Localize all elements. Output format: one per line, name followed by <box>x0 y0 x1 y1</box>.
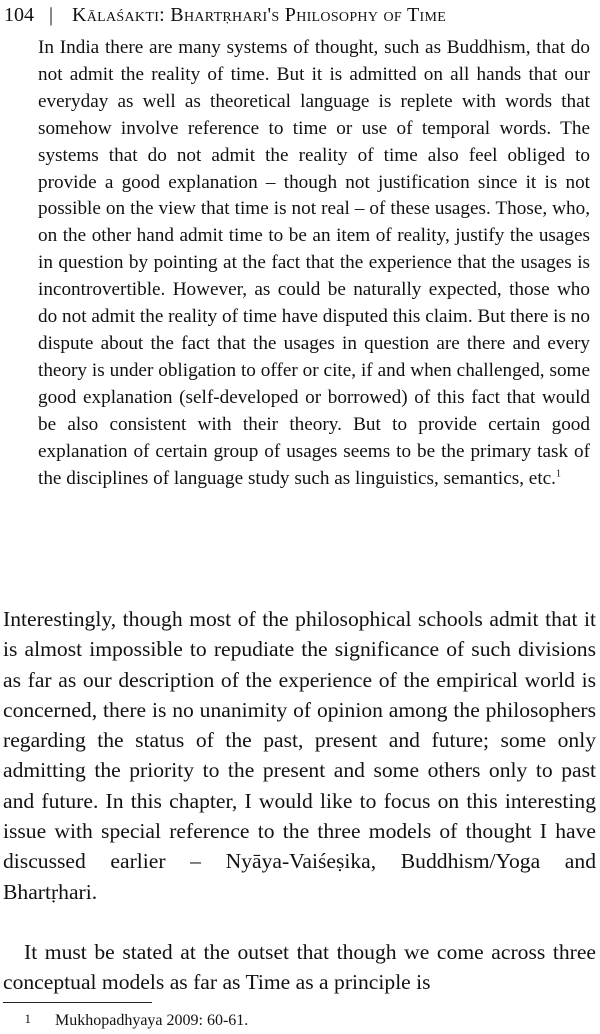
block-quote-paragraph <box>38 35 590 492</box>
footnote-reference: 1 <box>555 468 561 480</box>
running-header <box>4 3 596 27</box>
footnote-number: 1 <box>24 1011 31 1026</box>
block-quote-text: In India there are many systems of thought, such as Buddhism, that do not admit the reality of time. But it is admitted on all hands that our everyday as well as theoretical language is replete with words that somehow involve reference to time or use of temporal words. The systems that do not admit the reality of time also feel obliged to provide a good explanation – though not justification since it is not possible on the view that time is not real – of these usages. Those, who, on the other hand admit time to be an item of reality, justify the usages in question by pointing at the fact that the experience that the usages is incontrovertible. However, as could be naturally expected, those who do not admit the reality of time have disputed this claim. But there is no dispute about the fact that the usages in question are there and every theory is under obligation to offer or cite, if and when challenged, some good explanation (self-developed or borrowed) of this fact that would be also consistent with their theory. But to provide certain good explanation of certain group of usages seems to be the primary task of the disciplines of language study such as linguistics, semantics, etc. <box>38 37 590 489</box>
body-paragraph-2: It must be stated at the outset that though we come across three conceptual models as far as Time as a principle is <box>3 940 596 995</box>
footnote-divider <box>3 1002 152 1003</box>
running-title: Kālaśakti: Bhartṛhari's Philosophy of Time <box>72 4 447 26</box>
footnote <box>3 1009 563 1031</box>
body-paragraph-1: Interestingly, though most of the philosophical schools admit that it is almost impossible to repudiate the significance of such divisions as far as our description of the experience of the empirical world is concerned, there is no unanimity of opinion among the philosophers regarding the status of the past, present and future; some only admitting the priority to the present and some others only to past and future. In this chapter, I would like to focus on this interesting issue with special reference to the three models of thought I have discussed earlier – Nyāya-Vaiśeṣika, Buddhism/Yoga and Bhartṛhari. <box>3 607 596 904</box>
footnote-text: Mukhopadhyaya 2009: 60-61. <box>55 1012 249 1029</box>
page-number: 104 <box>4 4 34 26</box>
block-quote <box>38 35 590 492</box>
header-separator: | <box>49 4 54 26</box>
